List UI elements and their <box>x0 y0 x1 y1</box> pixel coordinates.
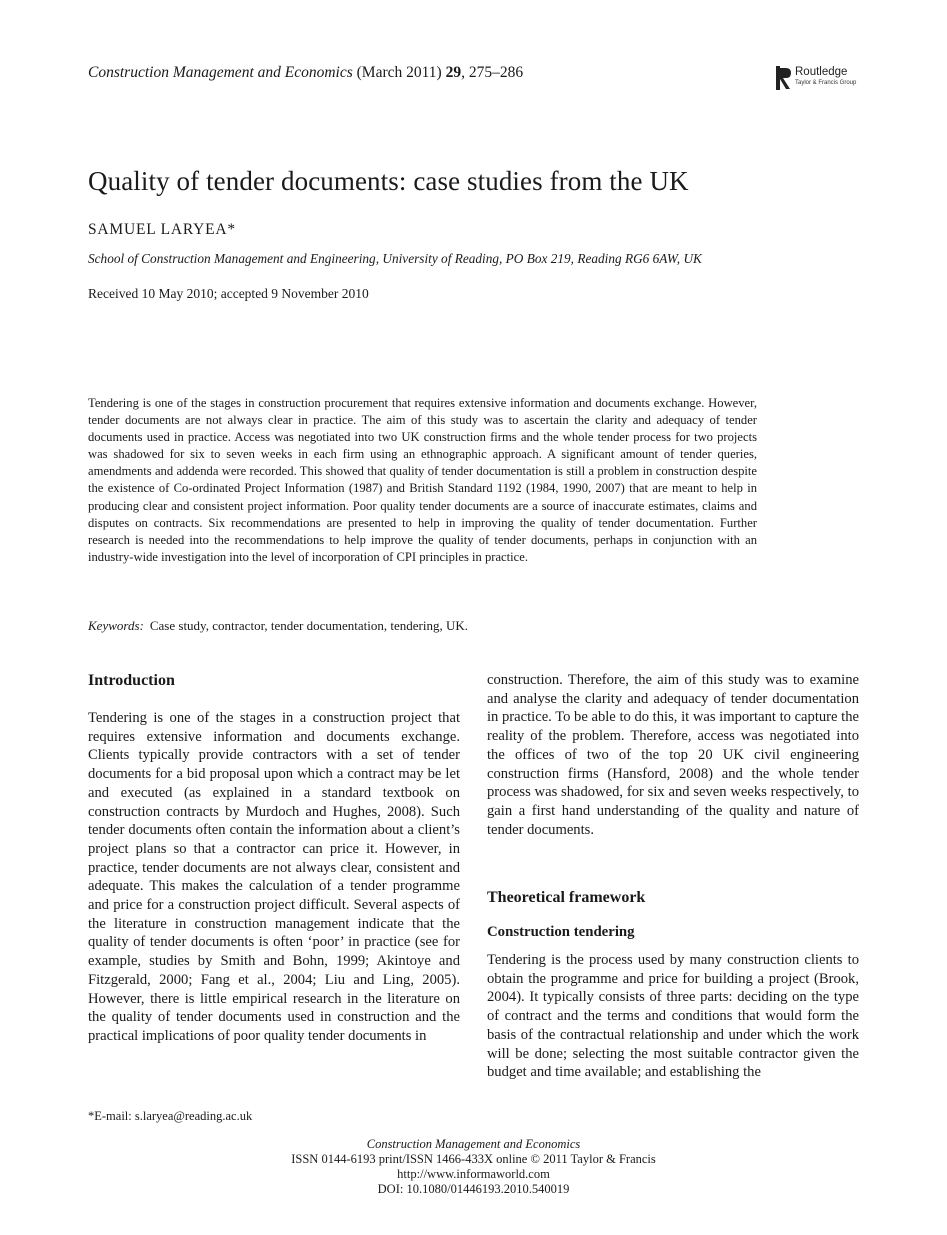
routledge-r-icon <box>776 66 792 90</box>
introduction-text-left: Tendering is one of the stages in a construction project that requires extensive information and documents exchange. Clients typically provide contractors with a set of tender documents for a bid proposal upon which a contract may be let and executed (as explained in a standard textbook on construction contracts by Murdoch and Hughes, 2008). Such tender documents often contain the information about a client’s project plans so that a contractor can price it. However, in practice, tender documents are not always clear, consistent and adequate. This makes the calculation of a tender programme and price for a construction project difficult. Several aspects of the literature in construction management indicate that the quality of tender documents is often ‘poor’ in practice (see for example, studies by Smith and Bohn, 1999; Akintoye and Fitzgerald, 2000; Fang et al., 2004; Liu and Ling, 2005). However, there is little empirical research in the literature on the quality of tender documents used in construction and the practical implications of poor quality tender documents in <box>88 710 460 1044</box>
construction-tendering-text: Tendering is the process used by many construction clients to obtain the programme and price for building a project (Brook, 2004). It typically consists of three parts: deciding on the type of contract and the terms and conditions that would form the basis of the contractual relationship and under which the work will be done; selecting the most suitable contractor given the budget and time available; and establishing the <box>487 952 859 1081</box>
publisher-name: Routledge <box>795 66 848 78</box>
keywords-list: Case study, contractor, tender documentation, tendering, UK. <box>149 618 468 633</box>
construction-tendering-heading: Construction tendering <box>487 924 635 940</box>
publisher-group: Taylor & Francis Group <box>795 80 857 86</box>
introduction-text-right: construction. Therefore, the aim of this study was to examine and analyse the clarity and adequacy of tender documentation in practice. To be able to do this, it was important to capture the reality of the problem. Therefore, access was negotiated into the offices of two of the top 20 UK civil engineering construction firms (Hansford, 2008) and the whole tender process was shadowed, for six and seven weeks respectively, to gain a first hand understanding of the quality and nature of tender documents. <box>487 672 859 838</box>
abstract: Tendering is one of the stages in construction procurement that requires extensive information and documents exchange. However, tender documents are not always clear in practice. The aim of this study was to ascertain the clarity and adequacy of tender documents used in practice. Access was negotiated into two UK construction firms and the whole tender process for two projects was shadowed for six to seven weeks in each firm using an ethnographic approach. A significant amount of tender queries, amendments and addenda were recorded. This showed that quality of tender documentation is still a problem in construction despite the existence of Co-ordinated Project Information (1987) and British Standard 1192 (1984, 1990, 2007) that are meant to help in producing clear and consistent project information. Poor quality tender documents are a source of inaccurate estimates, claims and disputes on contracts. Six recommendations are presented to help in improving the quality of tender documentation. Further research is needed into the recommendations to help improve the quality of tender documents, perhaps in conjunction with an industry-wide investigation into the level of incorporation of CPI principles in practice. <box>88 396 757 564</box>
theoretical-framework-heading: Theoretical framework <box>487 889 646 906</box>
author-name: SAMUEL LARYEA* <box>88 221 236 238</box>
journal-citation <box>88 64 523 82</box>
keywords-label: Keywords: <box>88 618 144 633</box>
author-email-footnote: *E-mail: s.laryea@reading.ac.uk <box>88 1109 253 1123</box>
footer-journal: Construction Management and Economics <box>366 1137 581 1151</box>
footer-url: http://www.informaworld.com <box>397 1167 550 1181</box>
page-range: , 275–286 <box>461 64 524 81</box>
volume-number: 29 <box>445 64 462 81</box>
received-dates: Received 10 May 2010; accepted 9 November 2010 <box>88 286 369 301</box>
journal-name: Construction Management and Economics <box>88 64 353 81</box>
author-affiliation: School of Construction Management and Engineering, University of Reading, PO Box 219, Reading RG6 6AW, UK <box>88 251 702 266</box>
footer-issn: ISSN 0144-6193 print/ISSN 1466-433X online © 2011 Taylor & Francis <box>291 1152 656 1166</box>
article-title: Quality of tender documents: case studies from the UK <box>88 166 689 196</box>
introduction-heading: Introduction <box>88 672 175 689</box>
publisher-logo <box>776 66 871 92</box>
issue-info: (March 2011) <box>356 64 442 81</box>
keywords <box>88 618 468 634</box>
footer-doi: DOI: 10.1080/01446193.2010.540019 <box>377 1182 570 1196</box>
